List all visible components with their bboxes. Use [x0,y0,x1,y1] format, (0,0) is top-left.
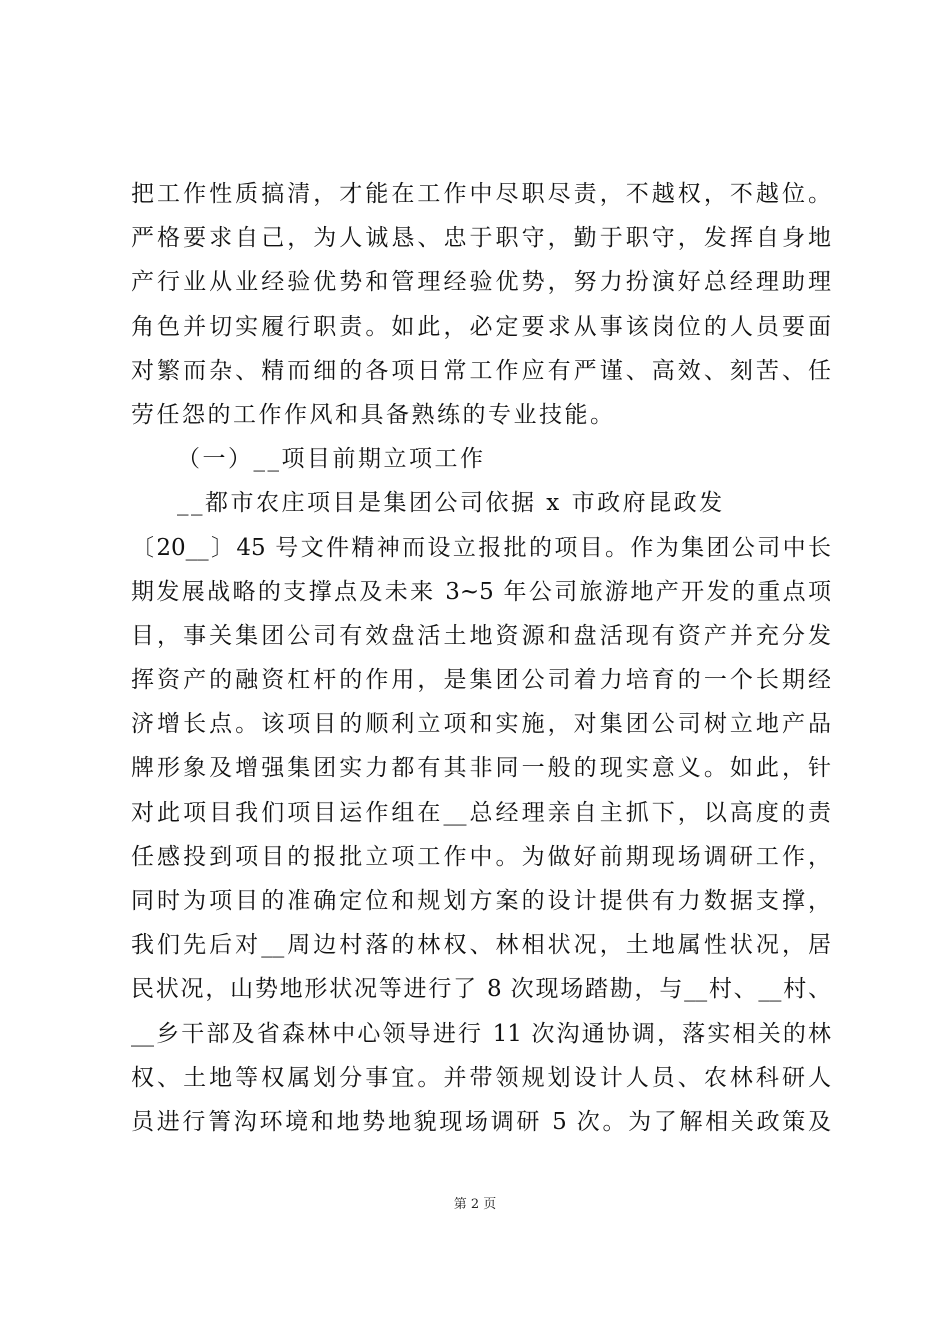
text-line: 权、土地等权属划分事宜。并带领规划设计人员、农林科研人 [131,1064,831,1091]
text-line: 〔20__〕45 号文件精神而设立报批的项目。作为集团公司中长 [131,534,831,561]
text-line: 牌形象及增强集团实力都有其非同一般的现实意义。如此，针 [131,755,831,782]
text-line: 员进行箐沟环境和地势地貌现场调研 5 次。为了解相关政策及 [131,1108,831,1135]
text-line: 角色并切实履行职责。如此，必定要求从事该岗位的人员要面 [131,313,831,340]
text-line: __都市农庄项目是集团公司依据 x 市政府昆政发 [177,490,725,517]
text-line: 济增长点。该项目的顺利立项和实施，对集团公司树立地产品 [131,711,831,738]
text-line: 严格要求自己，为人诚恳、忠于职守，勤于职守，发挥自身地 [131,225,831,252]
text-line: 把工作性质搞清，才能在工作中尽职尽责，不越权，不越位。 [131,181,831,207]
text-line: 民状况，山势地形状况等进行了 8 次现场踏勘，与__村、__村、 [131,976,831,1003]
text-line: 目，事关集团公司有效盘活土地资源和盘活现有资产并充分发 [131,622,831,649]
section-heading: （一）__项目前期立项工作 [177,446,486,473]
body-text [131,172,831,1144]
text-line: 产行业从业经验优势和管理经验优势，努力扮演好总经理助理 [131,269,831,296]
text-line: 任感投到项目的报批立项工作中。为做好前期现场调研工作， [131,843,831,870]
text-line: 对繁而杂、精而细的各项日常工作应有严谨、高效、刻苦、任 [131,357,831,384]
text-line: __乡干部及省森林中心领导进行 11 次沟通协调，落实相关的林 [131,1020,831,1047]
text-line: 我们先后对__周边村落的林权、林相状况，土地属性状况，居 [131,932,831,959]
text-line: 对此项目我们项目运作组在__总经理亲自主抓下，以高度的责 [131,799,831,826]
text-line: 期发展战略的支撑点及未来 3~5 年公司旅游地产开发的重点项 [131,578,831,605]
page-number: 第 2 页 [453,1197,497,1212]
text-line: 同时为项目的准确定位和规划方案的设计提供有力数据支撑， [131,888,831,914]
text-line: 劳任怨的工作作风和具备熟练的专业技能。 [131,401,616,428]
text-line: 挥资产的融资杠杆的作用，是集团公司着力培育的一个长期经 [131,667,831,694]
